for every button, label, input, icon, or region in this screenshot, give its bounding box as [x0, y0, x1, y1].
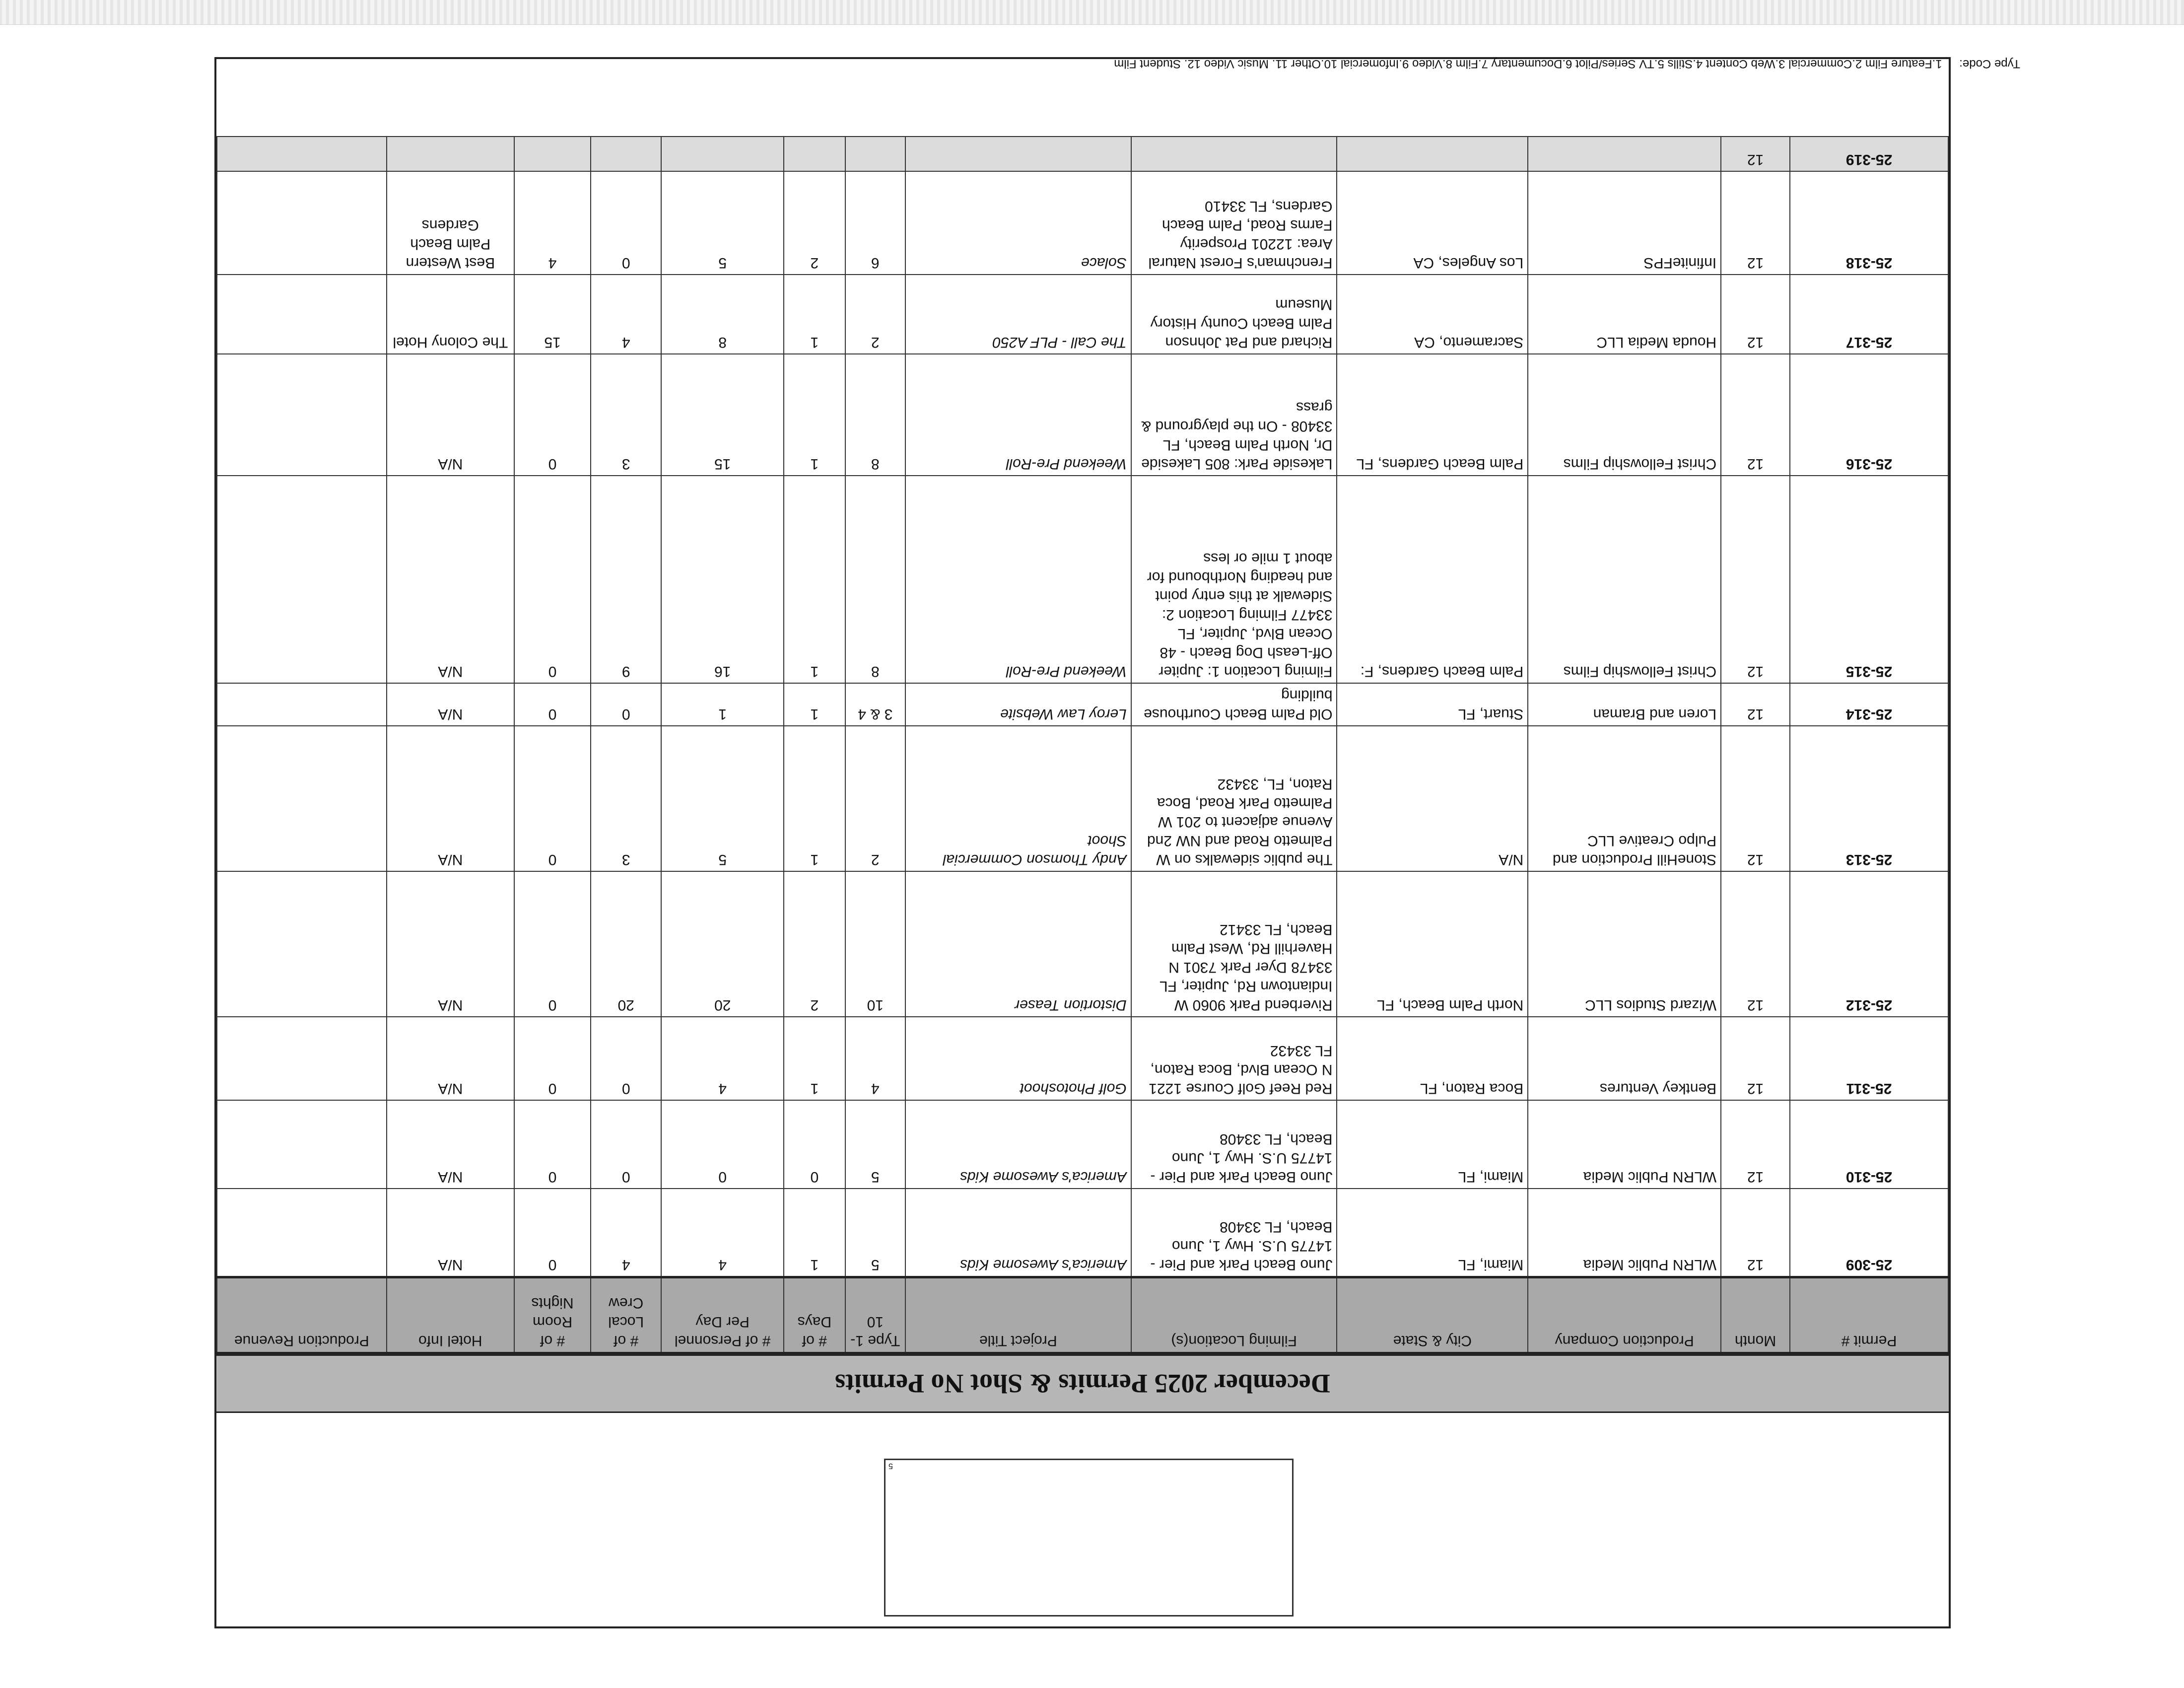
- days-cell: 2: [784, 172, 845, 275]
- room-nights-cell: 0: [514, 476, 591, 684]
- month-cell: 12: [1721, 172, 1790, 275]
- company-cell: Wizard Studios LLC: [1528, 872, 1721, 1017]
- table-row: [217, 726, 1948, 872]
- days-cell: 1: [784, 1017, 845, 1101]
- production-revenue-cell: [217, 354, 387, 476]
- production-revenue-cell: [217, 726, 387, 872]
- personnel-cell: 16: [661, 476, 784, 684]
- month-cell: 12: [1721, 684, 1790, 726]
- hotel-info-cell: Best Western Palm Beach Gardens: [387, 172, 514, 275]
- days-cell: 1: [784, 1189, 845, 1277]
- permit-number-cell: 25-310: [1790, 1101, 1948, 1189]
- col-production-revenue: Production Revenue: [217, 1277, 387, 1353]
- filming-location-cell: Old Palm Beach Courthouse building: [1131, 684, 1337, 726]
- permits-table: [216, 137, 1949, 1355]
- filming-location-cell: Juno Beach Park and Pier - 14775 U.S. Hwy 1, Juno Beach, FL 33408: [1131, 1189, 1337, 1277]
- city-state-cell: Miami, FL: [1337, 1101, 1528, 1189]
- city-state-cell: Miami, FL: [1337, 1189, 1528, 1277]
- personnel-cell: 4: [661, 1017, 784, 1101]
- company-cell: Loren and Braman: [1528, 684, 1721, 726]
- production-revenue-cell: [217, 476, 387, 684]
- production-revenue-cell: [217, 172, 387, 275]
- company-cell: InfiniteFPS: [1528, 172, 1721, 275]
- room-nights-cell: 0: [514, 872, 591, 1017]
- city-state-cell: North Palm Beach, FL: [1337, 872, 1528, 1017]
- col-city-state: City & State: [1337, 1277, 1528, 1353]
- personnel-cell: [661, 137, 784, 172]
- filming-location-cell: [1131, 137, 1337, 172]
- type-cell: 10: [845, 872, 905, 1017]
- city-state-cell: Los Angeles, CA: [1337, 172, 1528, 275]
- project-title-cell: Golf Photoshoot: [905, 1017, 1131, 1101]
- project-title-cell: Weekend Pre-Roll: [905, 354, 1131, 476]
- city-state-cell: [1337, 137, 1528, 172]
- personnel-cell: 8: [661, 275, 784, 354]
- table-row: [217, 1189, 1948, 1277]
- permit-number-cell: 25-314: [1790, 684, 1948, 726]
- type-cell: 5: [845, 1189, 905, 1277]
- project-title-cell: Leroy Law Website: [905, 684, 1131, 726]
- project-title-cell: Distortion Teaser: [905, 872, 1131, 1017]
- permit-number-cell: 25-315: [1790, 476, 1948, 684]
- local-crew-cell: 3: [591, 354, 661, 476]
- month-cell: 12: [1721, 137, 1790, 172]
- table-row: [217, 354, 1948, 476]
- personnel-cell: 20: [661, 872, 784, 1017]
- permit-number-cell: 25-318: [1790, 172, 1948, 275]
- local-crew-cell: 0: [591, 172, 661, 275]
- permit-number-cell: 25-309: [1790, 1189, 1948, 1277]
- hotel-info-cell: N/A: [387, 1189, 514, 1277]
- room-nights-cell: 0: [514, 1017, 591, 1101]
- month-cell: 12: [1721, 872, 1790, 1017]
- project-title-cell: Weekend Pre-Roll: [905, 476, 1131, 684]
- room-nights-cell: 0: [514, 684, 591, 726]
- table-row: [217, 172, 1948, 275]
- company-cell: StoneHill Production and Pulpo Creative LLC: [1528, 726, 1721, 872]
- col-days: # of Days: [784, 1277, 845, 1353]
- month-cell: 12: [1721, 1189, 1790, 1277]
- city-state-cell: N/A: [1337, 726, 1528, 872]
- scan-edge: [0, 0, 2184, 25]
- permit-number-cell: 25-316: [1790, 354, 1948, 476]
- col-filming-locations: Filming Location(s): [1131, 1277, 1337, 1353]
- personnel-cell: 1: [661, 684, 784, 726]
- table-row: [217, 275, 1948, 354]
- type-code-legend: [134, 57, 2020, 70]
- type-cell: 6: [845, 172, 905, 275]
- col-permit-number: Permit #: [1790, 1277, 1948, 1353]
- type-cell: 3 & 4: [845, 684, 905, 726]
- production-revenue-cell: [217, 1101, 387, 1189]
- project-title-cell: [905, 137, 1131, 172]
- type-cell: 2: [845, 726, 905, 872]
- project-title-cell: Solace: [905, 172, 1131, 275]
- month-cell: 12: [1721, 726, 1790, 872]
- col-personnel: # of Personnel Per Day: [661, 1277, 784, 1353]
- type-code-text: 1.Feature Film 2.Commercial 3.Web Content 4.Stills 5.TV Series/Pilot 6.Documentary 7.Film 8.Video 9.Infomercial 10.Other 11. Music Video 12. Student Film: [1114, 57, 1942, 70]
- project-title-cell: America's Awesome Kids: [905, 1189, 1131, 1277]
- col-local-crew: # of Local Crew: [591, 1277, 661, 1353]
- stamp-mark: 5: [888, 1462, 893, 1470]
- hotel-info-cell: The Colony Hotel: [387, 275, 514, 354]
- room-nights-cell: 0: [514, 726, 591, 872]
- type-code-label: Type Code:: [1959, 57, 2020, 70]
- company-cell: Houda Media LLC: [1528, 275, 1721, 354]
- table-row: [217, 476, 1948, 684]
- production-revenue-cell: [217, 684, 387, 726]
- permit-number-cell: 25-311: [1790, 1017, 1948, 1101]
- company-cell: [1528, 137, 1721, 172]
- hotel-info-cell: N/A: [387, 726, 514, 872]
- permit-number-cell: 25-317: [1790, 275, 1948, 354]
- company-cell: Christ Fellowship Films: [1528, 476, 1721, 684]
- col-production-company: Production Company: [1528, 1277, 1721, 1353]
- room-nights-cell: 0: [514, 1101, 591, 1189]
- local-crew-cell: 0: [591, 1101, 661, 1189]
- city-state-cell: Sacramento, CA: [1337, 275, 1528, 354]
- city-state-cell: Palm Beach Gardens, F:: [1337, 476, 1528, 684]
- type-cell: 5: [845, 1101, 905, 1189]
- company-cell: Christ Fellowship Films: [1528, 354, 1721, 476]
- room-nights-cell: 0: [514, 354, 591, 476]
- days-cell: 2: [784, 872, 845, 1017]
- type-cell: 8: [845, 354, 905, 476]
- room-nights-cell: [514, 137, 591, 172]
- production-revenue-cell: [217, 137, 387, 172]
- hotel-info-cell: N/A: [387, 1101, 514, 1189]
- project-title-cell: The Call - PLF A250: [905, 275, 1131, 354]
- production-revenue-cell: [217, 275, 387, 354]
- personnel-cell: 5: [661, 172, 784, 275]
- company-cell: WLRN Public Media: [1528, 1189, 1721, 1277]
- permit-number-cell: 25-312: [1790, 872, 1948, 1017]
- type-cell: [845, 137, 905, 172]
- local-crew-cell: [591, 137, 661, 172]
- room-nights-cell: 0: [514, 1189, 591, 1277]
- hotel-info-cell: N/A: [387, 476, 514, 684]
- days-cell: 1: [784, 726, 845, 872]
- table-row: [217, 1101, 1948, 1189]
- stamp-box: [884, 1459, 1294, 1617]
- type-cell: 4: [845, 1017, 905, 1101]
- city-state-cell: Palm Beach Gardens, FL: [1337, 354, 1528, 476]
- local-crew-cell: 0: [591, 1017, 661, 1101]
- days-cell: [784, 137, 845, 172]
- hotel-info-cell: N/A: [387, 1017, 514, 1101]
- days-cell: 1: [784, 476, 845, 684]
- filming-location-cell: Filming Location 1: Jupiter Off-Leash Dog Beach - 48 Ocean Blvd, Jupiter, FL 33477 Filming Location 2: Sidewalk at this entry point and heading Northbound for about 1 mile or less: [1131, 476, 1337, 684]
- filming-location-cell: Lakeside Park: 805 Lakeside Dr, North Palm Beach, FL 33408 - On the playground & grass: [1131, 354, 1337, 476]
- table-row: [217, 684, 1948, 726]
- production-revenue-cell: [217, 1189, 387, 1277]
- production-revenue-cell: [217, 872, 387, 1017]
- production-revenue-cell: [217, 1017, 387, 1101]
- city-state-cell: Stuart, FL: [1337, 684, 1528, 726]
- room-nights-cell: 4: [514, 172, 591, 275]
- filming-location-cell: Frenchman's Forest Natural Area: 12201 Prosperity Farms Road, Palm Beach Gardens, FL 33410: [1131, 172, 1337, 275]
- local-crew-cell: 20: [591, 872, 661, 1017]
- table-row: [217, 1017, 1948, 1101]
- hotel-info-cell: N/A: [387, 872, 514, 1017]
- report-title: December 2025 Permits & Shot No Permits: [216, 1354, 1949, 1413]
- personnel-cell: 4: [661, 1189, 784, 1277]
- city-state-cell: Boca Raton, FL: [1337, 1017, 1528, 1101]
- permit-sheet: [214, 57, 1951, 1628]
- local-crew-cell: 4: [591, 275, 661, 354]
- filming-location-cell: Richard and Pat Johnson Palm Beach County History Museum: [1131, 275, 1337, 354]
- table-row: [217, 872, 1948, 1017]
- col-hotel-info: Hotel Info: [387, 1277, 514, 1353]
- month-cell: 12: [1721, 275, 1790, 354]
- hotel-info-cell: N/A: [387, 354, 514, 476]
- local-crew-cell: 0: [591, 684, 661, 726]
- month-cell: 12: [1721, 354, 1790, 476]
- local-crew-cell: 4: [591, 1189, 661, 1277]
- col-project-title: Project Title: [905, 1277, 1131, 1353]
- personnel-cell: 5: [661, 726, 784, 872]
- col-month: Month: [1721, 1277, 1790, 1353]
- filming-location-cell: Juno Beach Park and Pier - 14775 U.S. Hwy 1, Juno Beach, FL 33408: [1131, 1101, 1337, 1189]
- type-cell: 8: [845, 476, 905, 684]
- permit-number-cell: 25-313: [1790, 726, 1948, 872]
- days-cell: 1: [784, 354, 845, 476]
- col-room-nights: # of Room Nights: [514, 1277, 591, 1353]
- month-cell: 12: [1721, 1101, 1790, 1189]
- month-cell: 12: [1721, 476, 1790, 684]
- project-title-cell: America's Awesome Kids: [905, 1101, 1131, 1189]
- company-cell: Bentkey Ventures: [1528, 1017, 1721, 1101]
- month-cell: 12: [1721, 1017, 1790, 1101]
- local-crew-cell: 9: [591, 476, 661, 684]
- days-cell: 1: [784, 684, 845, 726]
- header-row: [217, 1277, 1948, 1353]
- personnel-cell: 0: [661, 1101, 784, 1189]
- col-type: Type 1-10: [845, 1277, 905, 1353]
- days-cell: 1: [784, 275, 845, 354]
- table-row: [217, 137, 1948, 172]
- room-nights-cell: 15: [514, 275, 591, 354]
- filming-location-cell: The public sidewalks on W Palmetto Road and NW 2nd Avenue adjacent to 201 W Palmetto Park Road, Boca Raton, FL, 33432: [1131, 726, 1337, 872]
- personnel-cell: 15: [661, 354, 784, 476]
- permit-number-cell: 25-319: [1790, 137, 1948, 172]
- hotel-info-cell: N/A: [387, 684, 514, 726]
- local-crew-cell: 3: [591, 726, 661, 872]
- type-cell: 2: [845, 275, 905, 354]
- project-title-cell: Andy Thomson Commercial Shoot: [905, 726, 1131, 872]
- days-cell: 0: [784, 1101, 845, 1189]
- filming-location-cell: Riverbend Park 9060 W Indiantown Rd, Jupiter, FL 33478 Dyer Park 7301 N Haverhill Rd, West Palm Beach, FL 33412: [1131, 872, 1337, 1017]
- filming-location-cell: Red Reef Golf Course 1221 N Ocean Blvd, Boca Raton, FL 33432: [1131, 1017, 1337, 1101]
- hotel-info-cell: [387, 137, 514, 172]
- company-cell: WLRN Public Media: [1528, 1101, 1721, 1189]
